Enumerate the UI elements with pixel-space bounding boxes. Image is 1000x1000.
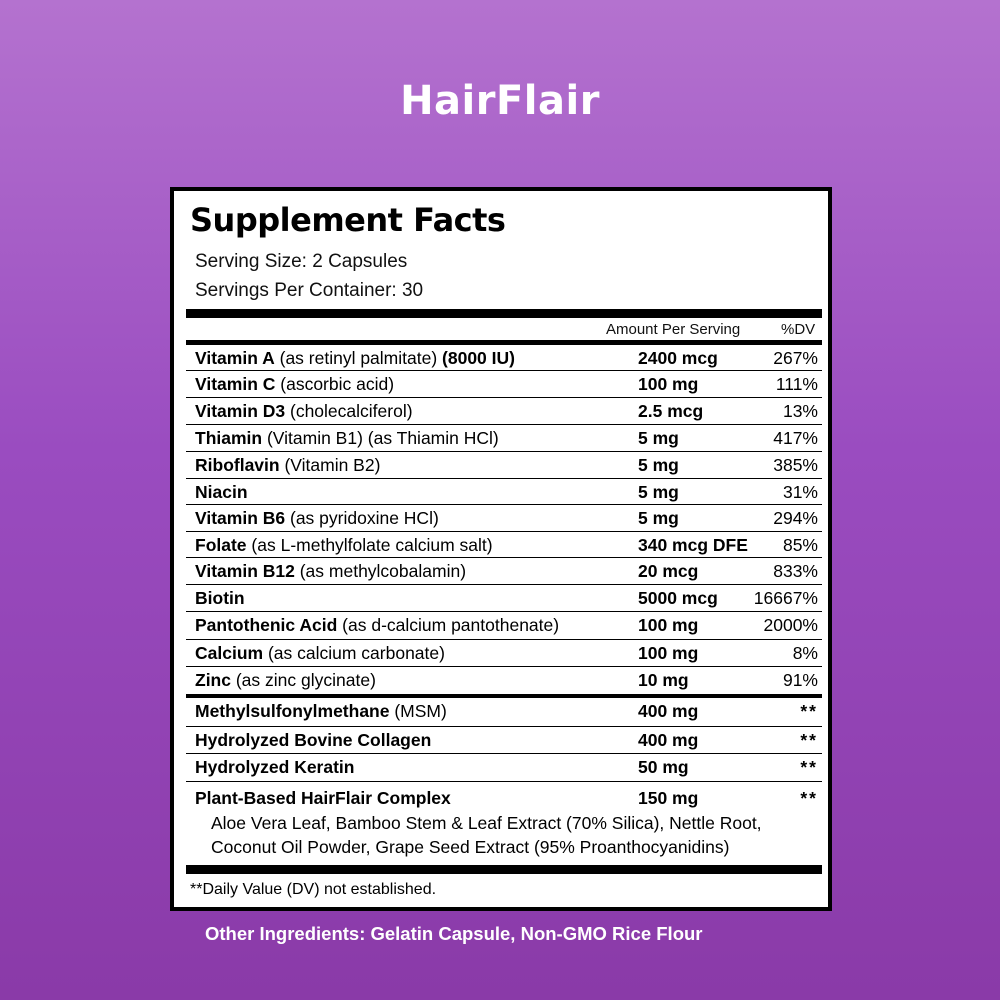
- nutrient-dv: 833%: [773, 561, 818, 581]
- nutrient-dv: **: [800, 788, 818, 808]
- nutrient-dv: 417%: [773, 428, 818, 448]
- thick-divider: [186, 309, 822, 318]
- nutrient-row: [186, 504, 822, 532]
- nutrient-row: [186, 781, 822, 814]
- nutrient-row: [186, 726, 822, 754]
- nutrient-amount: 5000 mcg: [638, 588, 718, 608]
- nutrient-label: Methylsulfonylmethane: [195, 701, 390, 721]
- nutrient-source: (as zinc glycinate): [230, 670, 376, 690]
- nutrient-row: [186, 424, 822, 452]
- nutrient-dv: 16667%: [753, 588, 818, 608]
- nutrient-name: [195, 561, 466, 582]
- nutrient-source: (Vitamin B1) (as Thiamin HCl): [262, 428, 499, 448]
- nutrient-dv: 267%: [773, 348, 818, 368]
- servings-per-container: Servings Per Container: 30: [195, 280, 424, 301]
- nutrient-name: [195, 730, 431, 751]
- nutrient-row: [186, 584, 822, 612]
- nutrient-amount: 5 mg: [638, 482, 679, 502]
- nutrient-row: [186, 370, 822, 398]
- nutrient-label: Thiamin: [195, 428, 263, 448]
- nutrient-row: [186, 531, 822, 558]
- nutrient-label: Vitamin A: [195, 348, 275, 368]
- nutrient-amount: 100 mg: [638, 643, 699, 663]
- nutrient-amount: 400 mg: [638, 730, 699, 750]
- nutrient-row: [186, 753, 822, 782]
- nutrient-amount: 340 mcg DFE: [638, 535, 748, 555]
- nutrient-name: [195, 348, 515, 369]
- nutrient-amount: 100 mg: [638, 615, 699, 635]
- serving-size: Serving Size: 2 Capsules: [195, 251, 408, 272]
- nutrient-amount: 150 mg: [638, 788, 699, 808]
- nutrient-label: Riboflavin: [195, 455, 280, 475]
- mid-divider: [186, 694, 822, 698]
- nutrient-name: [195, 401, 413, 422]
- nutrient-name: [195, 428, 499, 449]
- nutrient-amount: 5 mg: [638, 455, 679, 475]
- brand-name: HairFlair: [400, 78, 600, 124]
- nutrient-name: [195, 535, 493, 556]
- nutrient-name: [195, 374, 394, 395]
- nutrient-source: (as calcium carbonate): [263, 643, 445, 663]
- nutrient-extra: (8000 IU): [442, 348, 515, 368]
- panel-title: Supplement Facts: [190, 201, 506, 239]
- nutrient-amount: 5 mg: [638, 428, 679, 448]
- nutrient-dv: 13%: [782, 401, 818, 421]
- nutrient-row: [186, 698, 822, 726]
- nutrient-label: Calcium: [195, 643, 264, 663]
- nutrient-label: Pantothenic Acid: [195, 615, 338, 635]
- nutrient-label: Vitamin B12: [195, 561, 295, 581]
- nutrient-dv: 8%: [792, 643, 818, 663]
- nutrient-name: [195, 670, 376, 691]
- nutrient-row: [186, 478, 822, 505]
- nutrient-label: Niacin: [195, 482, 248, 502]
- nutrient-dv: 85%: [782, 535, 818, 555]
- nutrient-name: [195, 508, 439, 529]
- nutrient-dv: **: [800, 730, 818, 750]
- nutrient-row: [186, 666, 822, 695]
- nutrient-name: [195, 757, 354, 778]
- nutrient-source: (cholecalciferol): [285, 401, 413, 421]
- nutrient-label: Hydrolyzed Keratin: [195, 757, 355, 777]
- nutrient-dv: **: [800, 757, 818, 777]
- nutrient-dv: 2000%: [763, 615, 818, 635]
- nutrient-source: (as d-calcium pantothenate): [337, 615, 560, 635]
- amount-per-serving-header: Amount Per Serving: [606, 321, 741, 338]
- nutrient-row: [186, 451, 822, 479]
- nutrient-name: [195, 615, 559, 636]
- nutrient-name: [195, 643, 445, 664]
- nutrient-source: (as methylcobalamin): [294, 561, 467, 581]
- nutrient-amount: 2.5 mcg: [638, 401, 704, 421]
- nutrient-label: Zinc: [195, 670, 231, 690]
- nutrient-row: [186, 611, 822, 640]
- nutrient-name: [195, 455, 380, 476]
- nutrient-name: [195, 788, 451, 809]
- bottom-divider: [186, 865, 822, 874]
- nutrient-dv: 385%: [773, 455, 818, 475]
- nutrient-dv: 111%: [775, 374, 818, 394]
- nutrient-label: Folate: [195, 535, 247, 555]
- nutrient-label: Vitamin C: [195, 374, 276, 394]
- nutrient-name: [195, 588, 245, 609]
- nutrient-row: [186, 344, 822, 371]
- nutrient-dv: 91%: [782, 670, 818, 690]
- nutrient-label: Vitamin B6: [195, 508, 286, 528]
- nutrient-source: (ascorbic acid): [275, 374, 395, 394]
- nutrient-amount: 100 mg: [638, 374, 699, 394]
- other-ingredients: Other Ingredients: Gelatin Capsule, Non-GMO Rice Flour: [205, 923, 703, 944]
- nutrient-row: [186, 557, 822, 585]
- nutrient-name: [195, 482, 248, 503]
- nutrient-source: (Vitamin B2): [279, 455, 381, 475]
- nutrient-name: [195, 701, 447, 722]
- nutrient-amount: 50 mg: [638, 757, 689, 777]
- nutrient-amount: 20 mcg: [638, 561, 699, 581]
- nutrient-dv: 31%: [782, 482, 818, 502]
- complex-ingredients-line-2: Coconut Oil Powder, Grape Seed Extract (95% Proanthocyanidins): [211, 837, 730, 857]
- nutrient-amount: 10 mg: [638, 670, 689, 690]
- nutrient-amount: 2400 mcg: [638, 348, 718, 368]
- nutrient-dv: 294%: [773, 508, 818, 528]
- nutrient-label: Plant-Based HairFlair Complex: [195, 788, 451, 808]
- nutrient-label: Biotin: [195, 588, 245, 608]
- dv-header: %DV: [781, 321, 816, 338]
- complex-ingredients-line-1: Aloe Vera Leaf, Bamboo Stem & Leaf Extract (70% Silica), Nettle Root,: [211, 813, 762, 833]
- nutrient-source: (as L-methylfolate calcium salt): [246, 535, 493, 555]
- nutrient-dv: **: [800, 701, 818, 721]
- nutrient-amount: 5 mg: [638, 508, 679, 528]
- nutrient-label: Vitamin D3: [195, 401, 286, 421]
- nutrient-row: [186, 397, 822, 425]
- nutrient-source: (as pyridoxine HCl): [285, 508, 439, 528]
- supplement-facts-panel: [170, 187, 832, 911]
- nutrient-source: (as retinyl palmitate): [274, 348, 443, 368]
- dv-footnote: **Daily Value (DV) not established.: [190, 881, 437, 898]
- nutrient-label: Hydrolyzed Bovine Collagen: [195, 730, 432, 750]
- nutrient-source: (MSM): [389, 701, 447, 721]
- nutrient-row: [186, 639, 822, 667]
- nutrient-amount: 400 mg: [638, 701, 699, 721]
